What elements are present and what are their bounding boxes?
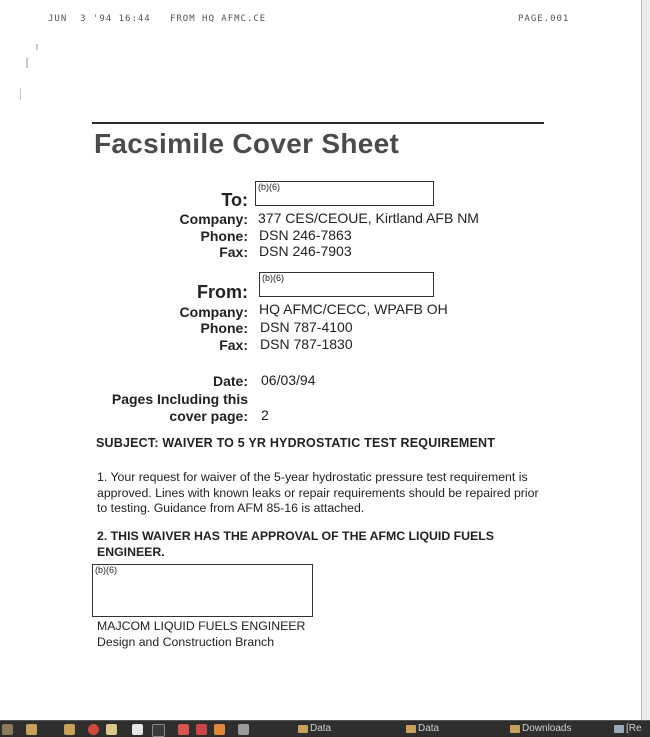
scan-speck (36, 44, 38, 50)
to-phone: DSN 246-7863 (259, 227, 352, 243)
app-launcher-icon[interactable] (2, 724, 13, 735)
date-label: Date: (212, 373, 248, 389)
folder-icon[interactable] (26, 724, 37, 735)
from-redaction-box (259, 272, 434, 297)
from-redaction-code: (b)(6) (262, 273, 284, 283)
date-value: 06/03/94 (261, 372, 316, 388)
scan-speck (26, 58, 28, 68)
taskbar-window-label: Data (310, 723, 332, 734)
from-phone: DSN 787-4100 (260, 319, 353, 335)
from-company-label: Company: (179, 304, 248, 320)
page-title: Facsimile Cover Sheet (94, 128, 400, 159)
to-phone-label: Phone: (200, 228, 248, 244)
signature-title: MAJCOM LIQUID FUELS ENGINEER (97, 619, 306, 633)
paragraph-1: 1. Your request for waiver of the 5-year hydrostatic pressure test requirement is approved. Lines with known leaks or repair requirements should be repaired prior to testing. Guidance from AFM 85-16 is attached. (97, 470, 539, 515)
paragraph-2: 2. THIS WAIVER HAS THE APPROVAL OF THE AFMC LIQUID FUELS ENGINEER. (97, 529, 494, 559)
notes-icon[interactable] (106, 724, 117, 735)
taskbar-window-label: Data (418, 723, 440, 734)
taskbar-window-label: Downloads (522, 723, 572, 734)
from-fax: DSN 787-1830 (260, 336, 353, 352)
from-phone-label: Phone: (200, 320, 248, 336)
title-rule (92, 122, 544, 124)
folder-icon (510, 725, 520, 733)
files-icon[interactable] (64, 724, 75, 735)
subject-line: SUBJECT: WAIVER TO 5 YR HYDROSTATIC TEST REQUIREMENT (96, 436, 496, 450)
pages-label-line2: cover page: (169, 408, 248, 424)
to-redaction-box (255, 181, 434, 206)
from-company: HQ AFMC/CECC, WPAFB OH (259, 301, 448, 317)
to-label: To: (221, 190, 248, 210)
to-fax-label: Fax: (219, 244, 248, 260)
from-label: From: (197, 282, 248, 302)
image-viewer-icon[interactable] (214, 724, 225, 735)
signature-redaction-code: (b)(6) (95, 565, 117, 575)
pdf-viewer-icon[interactable] (178, 724, 189, 735)
from-fax-label: Fax: (219, 337, 248, 353)
signature-redaction-box (92, 564, 313, 617)
to-company: 377 CES/CEOUE, Kirtland AFB NM (258, 210, 479, 226)
taskbar-window-label: [Re (626, 723, 642, 734)
settings-icon[interactable] (238, 724, 249, 735)
fax-header-right: PAGE.001 (518, 14, 570, 24)
taskbar-window-data-2[interactable] (404, 723, 506, 736)
viewer-edge (641, 0, 650, 720)
taskbar-window-data-1[interactable] (296, 723, 410, 736)
media-icon[interactable] (196, 724, 207, 735)
pages-label-line1: Pages Including this (111, 391, 248, 407)
folder-icon (406, 725, 416, 733)
scan-speck (20, 88, 21, 100)
taskbar-window-re[interactable] (612, 723, 650, 736)
folder-icon (298, 725, 308, 733)
to-company-label: Company: (179, 211, 248, 227)
window-icon (614, 725, 624, 733)
signature-branch: Design and Construction Branch (97, 635, 275, 649)
to-fax: DSN 246-7903 (259, 243, 352, 259)
to-redaction-code: (b)(6) (258, 182, 280, 192)
terminal-icon[interactable] (152, 724, 165, 737)
browser-icon[interactable] (88, 724, 99, 735)
pages-value: 2 (261, 407, 269, 423)
taskbar-window-downloads[interactable] (508, 723, 618, 736)
document-icon[interactable] (132, 724, 143, 735)
taskbar (0, 720, 650, 737)
fax-header-left: JUN 3 '94 16:44 FROM HQ AFMC.CE (48, 14, 267, 24)
